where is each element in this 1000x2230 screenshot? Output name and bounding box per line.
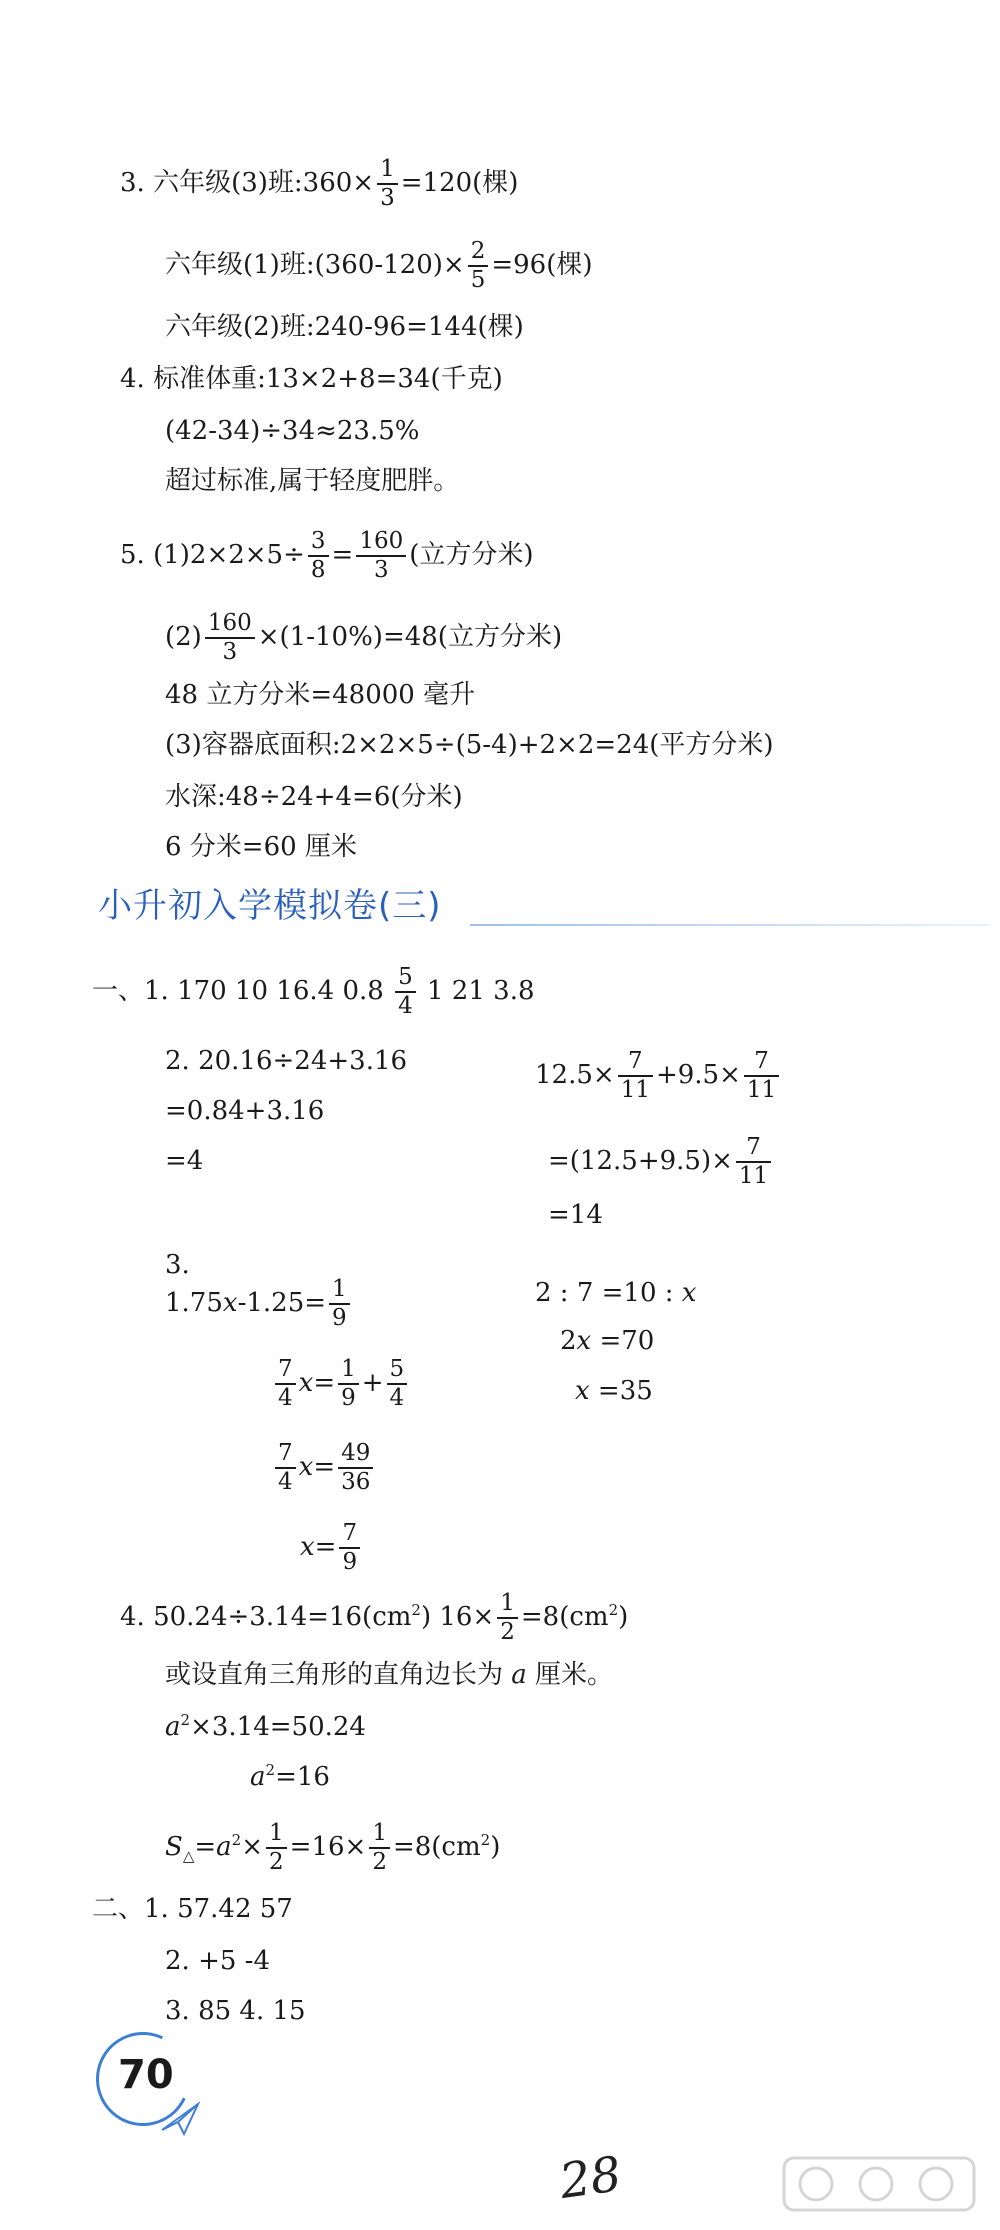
fraction: $\frac{7}{4}$ [275, 1358, 296, 1410]
q4-area-line-3: $a^2\times 3.14=50.24$ [165, 1711, 366, 1742]
title-divider [470, 924, 990, 926]
fraction: $\frac{5}{4}$ [395, 966, 416, 1018]
section-title: 小升初入学模拟卷(三) [98, 886, 442, 926]
fraction: $\frac{7}{11}$ [736, 1136, 771, 1188]
q4-line-3: 超过标准,属于轻度肥胖。 [165, 466, 460, 496]
q4-area-line-2: 或设直角三角形的直角边长为 a 厘米。 [165, 1660, 614, 1690]
fraction: $\frac{1}{9}$ [338, 1358, 359, 1410]
q2-right-line-1: 12.5× $\frac{7}{11}$ +9.5× $\frac{7}{11}$ [535, 1050, 782, 1102]
fraction: $\frac{1}{2}$ [266, 1822, 287, 1874]
s1-line-1: 一、1. 170 10 16.4 0.8 $\frac{5}{4}$ 1 21 3.8 [92, 964, 535, 1019]
q5-line-3: 48 立方分米=48000 毫升 [165, 680, 476, 710]
fraction: $\frac{7}{11}$ [744, 1050, 779, 1102]
s2-line-1: 二、1. 57.42 57 [92, 1894, 293, 1924]
q2-left-line-2: =0.84+3.16 [165, 1096, 325, 1126]
handwritten-mark: 28 [556, 2146, 625, 2210]
q4-area-line-5: $S_\triangle=a^2\times$ $\frac{1}{2}$ =16× $\frac{1}{2}$ $=8(cm^2)$ [165, 1820, 501, 1875]
s2-line-2: 2. +5 -4 [165, 1946, 270, 1976]
q4-area-line-4: $a^2=16$ [250, 1761, 330, 1792]
paper-plane-icon [160, 2100, 200, 2136]
q5-line-2: (2) $\frac{160}{3}$ ×(1-10%)=48(立方分米) [165, 610, 563, 665]
q2-left-line-3: =4 [165, 1146, 204, 1176]
eq3-line-3: $\frac{7}{4}$ x= $\frac{49}{36}$ [272, 1442, 376, 1494]
q5-line-1: 5. (1)2×2×5÷ $\frac{3}{8}$ = $\frac{160}{3}$ (立方分米) [120, 528, 534, 583]
q5-line-4: (3)容器底面积:2×2×5÷(5-4)+2×2=24(平方分米) [165, 730, 774, 760]
q4-line-2: (42-34)÷34≈23.5% [165, 416, 420, 446]
ratio-line-2: 2x =70 [560, 1326, 655, 1356]
page-number: 70 [118, 2052, 174, 2098]
fraction: $\frac{2}{5}$ [468, 240, 489, 292]
watermark-logo-icon [780, 2150, 980, 2220]
q3-label: 3. [165, 1250, 190, 1280]
eq3-line-4: x= $\frac{7}{9}$ [300, 1522, 363, 1574]
s2-line-3: 3. 85 4. 15 [165, 1996, 306, 2026]
q3-line-3: 六年级(2)班:240-96=144(棵) [165, 312, 524, 342]
q4-line-1: 4. 标准体重:13×2+8=34(千克) [120, 364, 503, 394]
q2-right-line-3: =14 [548, 1200, 603, 1230]
fraction: $\frac{7}{4}$ [275, 1442, 296, 1494]
fraction: $\frac{7}{9}$ [339, 1522, 360, 1574]
fraction: $\frac{5}{4}$ [387, 1358, 408, 1410]
fraction: $\frac{1}{9}$ [329, 1278, 350, 1330]
fraction: $\frac{3}{8}$ [308, 530, 329, 582]
q5-line-6: 6 分米=60 厘米 [165, 832, 357, 862]
ratio-line-1: 2 : 7 =10 : x [535, 1278, 697, 1308]
fraction: $\frac{1}{2}$ [369, 1822, 390, 1874]
fraction: $\frac{160}{3}$ [356, 530, 406, 582]
fraction: $\frac{1}{2}$ [497, 1592, 518, 1644]
fraction: $\frac{7}{11}$ [618, 1050, 653, 1102]
eq3-line-1: 1.75x-1.25= $\frac{1}{9}$ [165, 1278, 353, 1330]
fraction: $\frac{1}{3}$ [377, 158, 398, 210]
ratio-line-3: x =35 [575, 1376, 653, 1406]
q2-left-line-1: 2. 20.16÷24+3.16 [165, 1046, 408, 1076]
q5-line-5: 水深:48÷24+4=6(分米) [165, 782, 463, 812]
q3-line-1: 3. 六年级(3)班:360× $\frac{1}{3}$ =120(棵) [120, 156, 519, 211]
eq3-line-2: $\frac{7}{4}$ x= $\frac{1}{9}$ + $\frac{5}{4}$ [272, 1358, 410, 1410]
q4-area-line-1: 4. $50.24\div 3.14=16(cm^2)$ 16× $\frac{1}{2}$ $=8(cm^2)$ [120, 1590, 629, 1645]
q2-right-line-2: =(12.5+9.5)× $\frac{7}{11}$ [548, 1136, 774, 1188]
q3-line-2: 六年级(1)班:(360-120)× $\frac{2}{5}$ =96(棵) [165, 238, 593, 293]
fraction: $\frac{160}{3}$ [205, 612, 255, 664]
fraction: $\frac{49}{36}$ [338, 1442, 373, 1494]
